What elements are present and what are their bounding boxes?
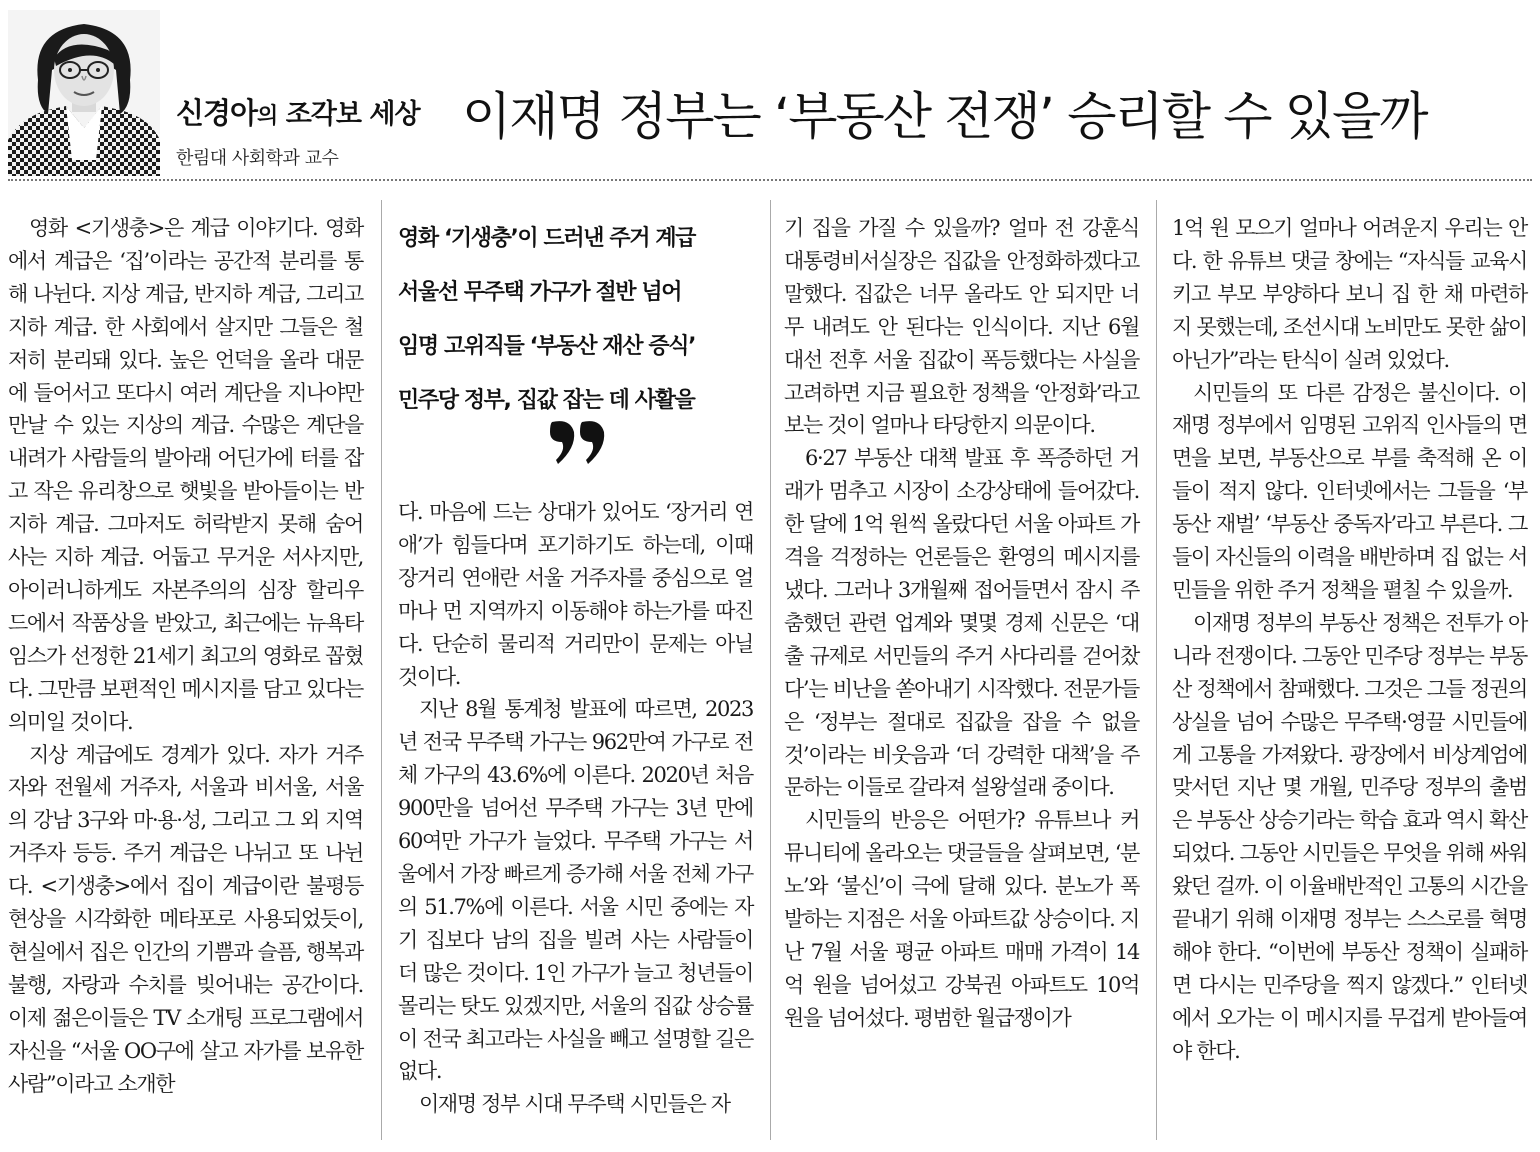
- paragraph: 다. 마음에 드는 상대가 있어도 ‘장거리 연애’가 힘들다며 포기하기도 하는데, 이때 장거리 연애란 서울 거주자를 중심으로 얼마나 먼 지역까지 이동해야 하는가를 따진다. 단순히 물리적 거리만이 문제는 아닐 것이다.: [398, 500, 753, 689]
- column-owner: 신경아: [176, 96, 258, 130]
- paragraph: 6·27 부동산 대책 발표 후 폭증하던 거래가 멈추고 시장이 소강상태에 들어갔다. 한 달에 1억 원씩 올랐다던 서울 아파트 가격을 걱정하는 언론들은 환영의 메시지를 냈다. 그러나 3개월째 접어들면서 잠시 주춤했던 관련 업계와 몇몇 경제 신문은 ‘대출 규제로 서민들의 주거 사다리를 걷어찼다’는 비난을 쏟아내기 시작했다. 전문가들은 ‘정부는 절대로 집값을 잡을 수 없을 것’이라는 비웃음과 ‘더 강력한 대책’을 주문하는 이들로 갈라져 설왕설래 중이다.: [784, 446, 1139, 800]
- column-divider: [1156, 200, 1157, 1140]
- column-title: 조각보 세상: [285, 99, 420, 130]
- pull-quote: [398, 212, 756, 428]
- paragraph: 이재명 정부 시대 무주택 시민들은 자: [419, 1092, 730, 1117]
- pull-quote-line: 임명 고위직들 ‘부동산 재산 증식’: [398, 334, 696, 359]
- pull-quote-line: 영화 ‘기생충’이 드러낸 주거 계급: [398, 226, 696, 251]
- author-affiliation: 한림대 사회학과 교수: [176, 148, 339, 169]
- author-portrait-illustration: [8, 10, 160, 176]
- paragraph: 1억 원 모으기 얼마나 어려운지 우리는 안다. 한 유튜브 댓글 창에는 “자식들 교육시키고 부모 부양하다 보니 집 한 채 마련하지 못했는데, 조선시대 노비만도 못한 삶이 아닌가”라는 탄식이 실려 있었다.: [1172, 216, 1527, 372]
- article-column-3: [784, 212, 1139, 1035]
- column-byline: [176, 96, 420, 170]
- paragraph: 시민들의 반응은 어떤가? 유튜브나 커뮤니티에 올라오는 댓글들을 살펴보면, ‘분노’와 ‘불신’이 극에 달해 있다. 분노가 폭발하는 지점은 서울 아파트값 상승이다. 지난 7월 서울 평균 아파트 매매 가격이 14억 원을 넘어섰고 강북권 아파트도 10억 원을 넘어섰다. 평범한 월급쟁이가: [784, 808, 1139, 1030]
- closing-quote-icon: [548, 418, 608, 468]
- paragraph: 지상 계급에도 경계가 있다. 자가 거주자와 전월세 거주자, 서울과 비서울, 서울의 강남 3구와 마·용·성, 그리고 그 외 지역 거주자 등등. 주거 계급은 나뉘고 또 나뉜다. <기생충>에서 집이 계급이란 불평등 현상을 시각화한 메타포로 사용되었듯이, 현실에서 집은 인간의 기쁨과 슬픔, 행복과 불행, 자랑과 수치를 빚어내는 공간이다. 이제 젊은이들은 TV 소개팅 프로그램에서 자신을 “서울 OO구에 살고 자가를 보유한 사람”이라고 소개한: [8, 742, 363, 1096]
- article-column-2: [398, 496, 753, 1121]
- article-column-4: [1172, 212, 1527, 1068]
- paragraph: 영화 <기생충>은 계급 이야기다. 영화에서 계급은 ‘집’이라는 공간적 분리를 통해 나뉜다. 지상 계급, 반지하 계급, 그리고 지하 계급. 한 사회에서 살지만 그들은 철저히 분리돼 있다. 높은 언덕을 올라 대문에 들어서고 또다시 여러 계단을 지나야만 만날 수 있는 지상의 계급. 수많은 계단을 내려가 사람들의 발아래 어딘가에 터를 잡고 작은 유리창으로 햇빛을 받아들이는 반지하 계급. 그마저도 허락받지 못해 숨어 사는 지하 계급. 어둡고 무거운 서사지만, 아이러니하게도 자본주의의 심장 할리우드에서 작품상을 받았고, 최근에는 뉴욕타임스가 선정한 21세기 최고의 영화로 꼽혔다. 그만큼 보편적인 메시지를 담고 있다는 의미일 것이다.: [8, 216, 363, 734]
- header-divider: [8, 179, 1532, 181]
- pull-quote-line: 민주당 정부, 집값 잡는 데 사활을: [398, 388, 695, 413]
- column-divider: [381, 200, 382, 1140]
- column-divider: [770, 200, 771, 1140]
- paragraph: 시민들의 또 다른 감정은 불신이다. 이재명 정부에서 임명된 고위직 인사들의 면면을 보면, 부동산으로 부를 축적해 온 이들이 적지 않다. 인터넷에서는 그들을 ‘부동산 재벌’ ‘부동산 중독자’라고 부른다. 그들이 자신들의 이력을 배반하며 집 없는 서민들을 위한 주거 정책을 펼칠 수 있을까.: [1172, 380, 1527, 602]
- headline: 이재명 정부는 ‘부동산 전쟁’ 승리할 수 있을까: [462, 88, 1427, 148]
- paragraph: 지난 8월 통계청 발표에 따르면, 2023년 전국 무주택 가구는 962만여 가구로 전체 가구의 43.6%에 이른다. 2020년 처음 900만을 넘어선 무주택 가구는 3년 만에 60여만 가구가 늘었다. 무주택 가구는 서울에서 가장 빠르게 증가해 서울 전체 가구의 51.7%에 이른다. 서울 시민 중에는 자기 집보다 남의 집을 빌려 사는 사람들이 더 많은 것이다. 1인 가구가 늘고 청년들이 몰리는 탓도 있겠지만, 서울의 집값 상승률이 전국 최고라는 사실을 빼고 설명할 길은 없다.: [398, 697, 753, 1084]
- column-particle: 의: [257, 104, 278, 129]
- column-name: [176, 96, 420, 134]
- pull-quote-line: 서울선 무주택 가구가 절반 넘어: [398, 280, 682, 305]
- author-portrait: [8, 10, 160, 176]
- article-column-1: [8, 212, 363, 1100]
- paragraph: 이재명 정부의 부동산 정책은 전투가 아니라 전쟁이다. 그동안 민주당 정부는 부동산 정책에서 참패했다. 그것은 그들 정권의 상실을 넘어 수많은 무주택·영끌 시민들에게 고통을 가져왔다. 광장에서 비상계엄에 맞서던 지난 몇 개월, 민주당 정부의 출범은 부동산 상승기라는 학습 효과 역시 확산되었다. 그동안 시민들은 무엇을 위해 싸워 왔던 걸까. 이 이율배반적인 고통의 시간을 끝내기 위해 이재명 정부는 스스로를 혁명해야 한다. “이번에 부동산 정책이 실패하면 다시는 민주당을 찍지 않겠다.” 인터넷에서 오가는 이 메시지를 무겁게 받아들여야 한다.: [1172, 610, 1527, 1063]
- paragraph: 기 집을 가질 수 있을까? 얼마 전 강훈식 대통령비서실장은 집값을 안정화하겠다고 말했다. 집값은 너무 올라도 안 되지만 너무 내려도 안 된다는 인식이다. 지난 6월 대선 전후 서울 집값이 폭등했다는 사실을 고려하면 지금 필요한 정책을 ‘안정화’라고 보는 것이 얼마나 타당한지 의문이다.: [784, 216, 1139, 438]
